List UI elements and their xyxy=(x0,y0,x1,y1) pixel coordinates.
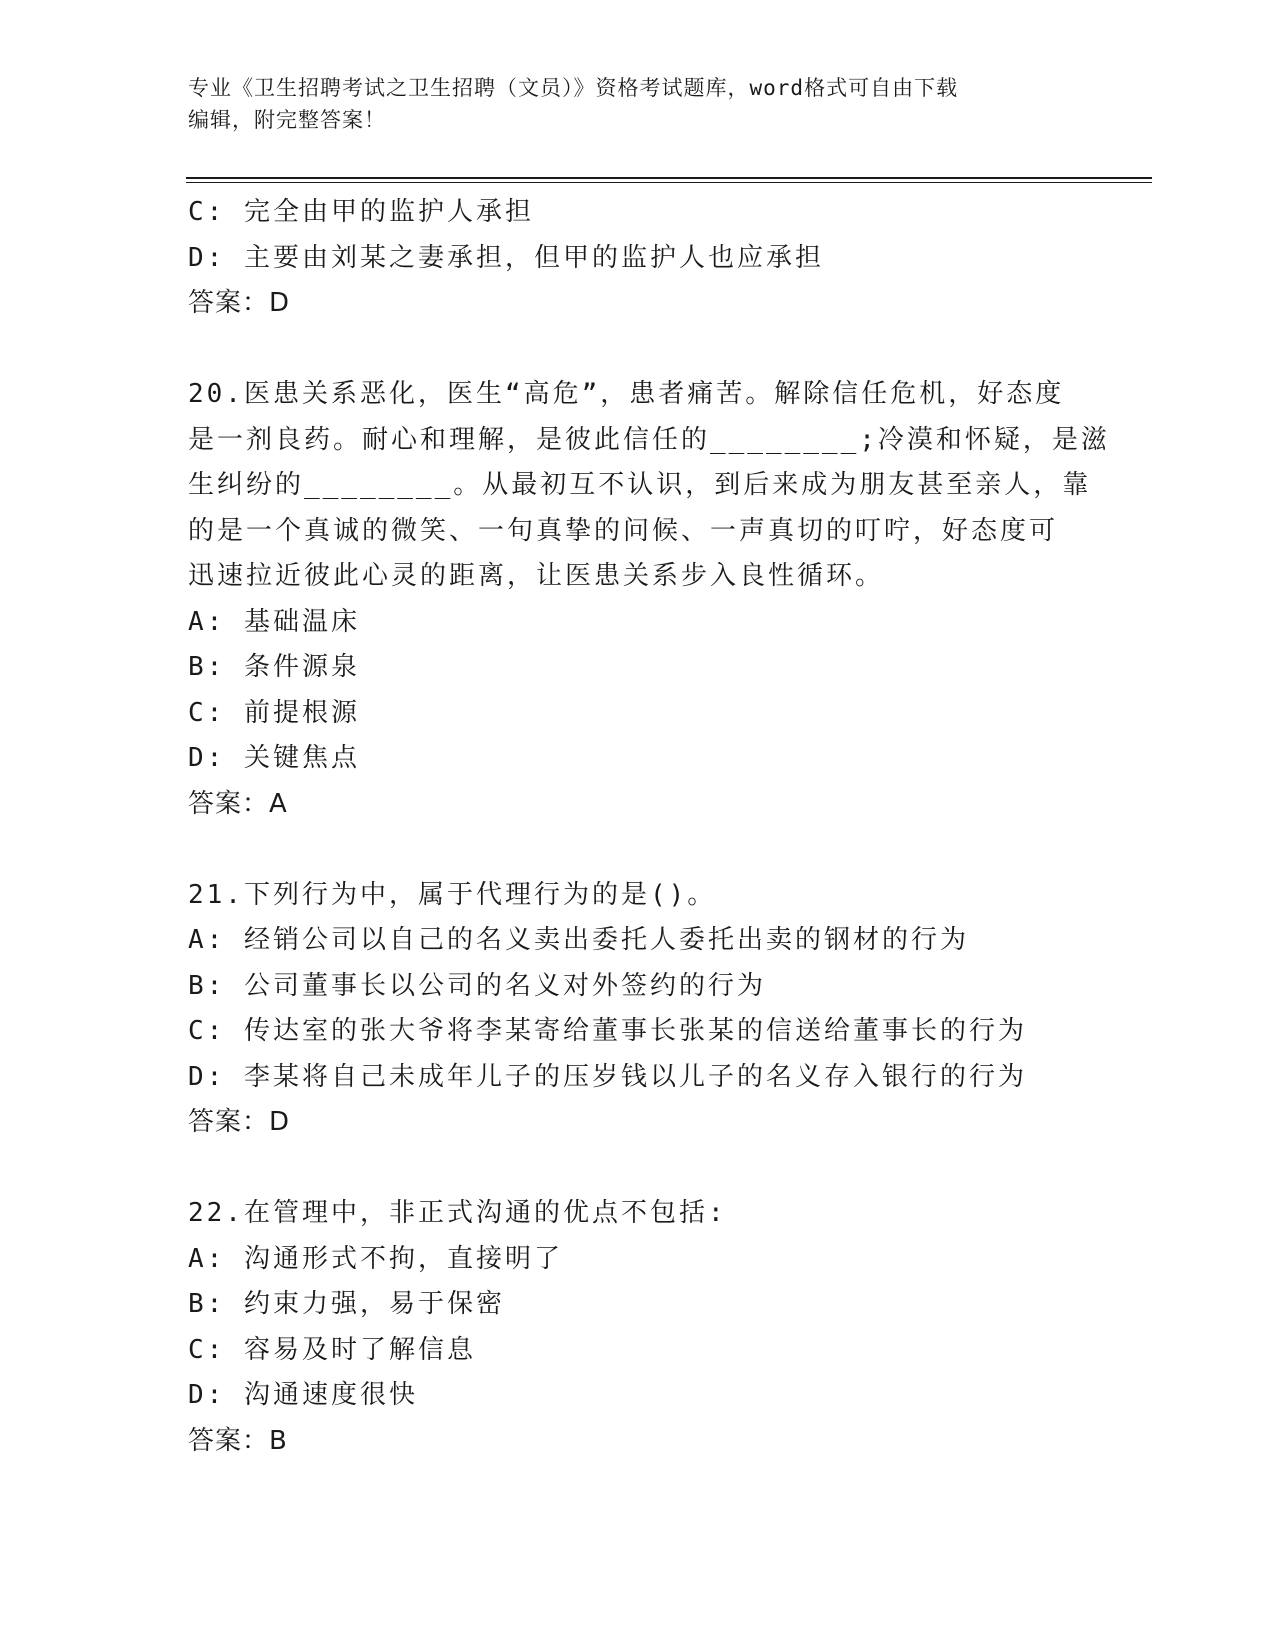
question-text-line: 的是一个真诚的微笑、一句真挚的问候、一声真切的叮咛，好态度可 xyxy=(188,515,1059,546)
question-text-line: 20.医患关系恶化，医生“高危”，患者痛苦。解除信任危机，好态度 xyxy=(188,379,1065,409)
question-list xyxy=(188,190,1110,1464)
header-rule-thin xyxy=(186,182,1152,183)
answer: 答案：D xyxy=(188,288,291,318)
answer: 答案：D xyxy=(188,1107,291,1137)
option-d: D: 关键焦点 xyxy=(188,743,360,773)
answer: 答案：B xyxy=(188,1425,288,1456)
option-d: D: 李某将自己未成年儿子的压岁钱以儿子的名义存入银行的行为 xyxy=(188,1061,1027,1092)
option-b: B: 约束力强，易于保密 xyxy=(188,1289,505,1319)
question-text-line: 22.在管理中，非正式沟通的优点不包括: xyxy=(188,1198,727,1228)
option-c: C: 前提根源 xyxy=(188,697,360,728)
option-c: C: 完全由甲的监护人承担 xyxy=(188,197,534,227)
option-c: C: 容易及时了解信息 xyxy=(188,1334,476,1365)
option-b: B: 条件源泉 xyxy=(188,652,360,682)
answer: 答案：A xyxy=(188,788,288,819)
header-line-1: 专业《卫生招聘考试之卫生招聘（文员）》资格考试题库，word格式可自由下载 xyxy=(188,76,959,100)
question-22 xyxy=(188,1191,1088,1464)
option-b: B: 公司董事长以公司的名义对外签约的行为 xyxy=(188,970,766,1001)
question-text-line: 迅速拉近彼此心灵的距离，让医患关系步入良性循环。 xyxy=(188,561,885,591)
question-text-line: 21.下列行为中，属于代理行为的是()。 xyxy=(188,879,717,910)
document-header xyxy=(188,72,1088,136)
question-text-line: 生纠纷的________。从最初互不认识，到后来成为朋友甚至亲人，靠 xyxy=(188,470,1092,500)
header-rule-thick xyxy=(186,177,1152,179)
option-d: D: 主要由刘某之妻承担，但甲的监护人也应承担 xyxy=(188,242,824,273)
question-text-line: 是一剂良药。耐心和理解，是彼此信任的________;冷漠和怀疑，是滋 xyxy=(188,424,1110,455)
previous-question-tail xyxy=(188,190,1088,327)
question-21 xyxy=(188,873,1088,1146)
option-a: A: 基础温床 xyxy=(188,606,360,637)
option-d: D: 沟通速度很快 xyxy=(188,1380,418,1410)
header-line-2: 编辑，附完整答案！ xyxy=(188,108,386,132)
option-a: A: 沟通形式不拘，直接明了 xyxy=(188,1243,563,1274)
option-c: C: 传达室的张大爷将李某寄给董事长张某的信送给董事长的行为 xyxy=(188,1016,1027,1046)
option-a: A: 经销公司以自己的名义卖出委托人委托出卖的钢材的行为 xyxy=(188,925,969,955)
question-20 xyxy=(188,372,1110,827)
